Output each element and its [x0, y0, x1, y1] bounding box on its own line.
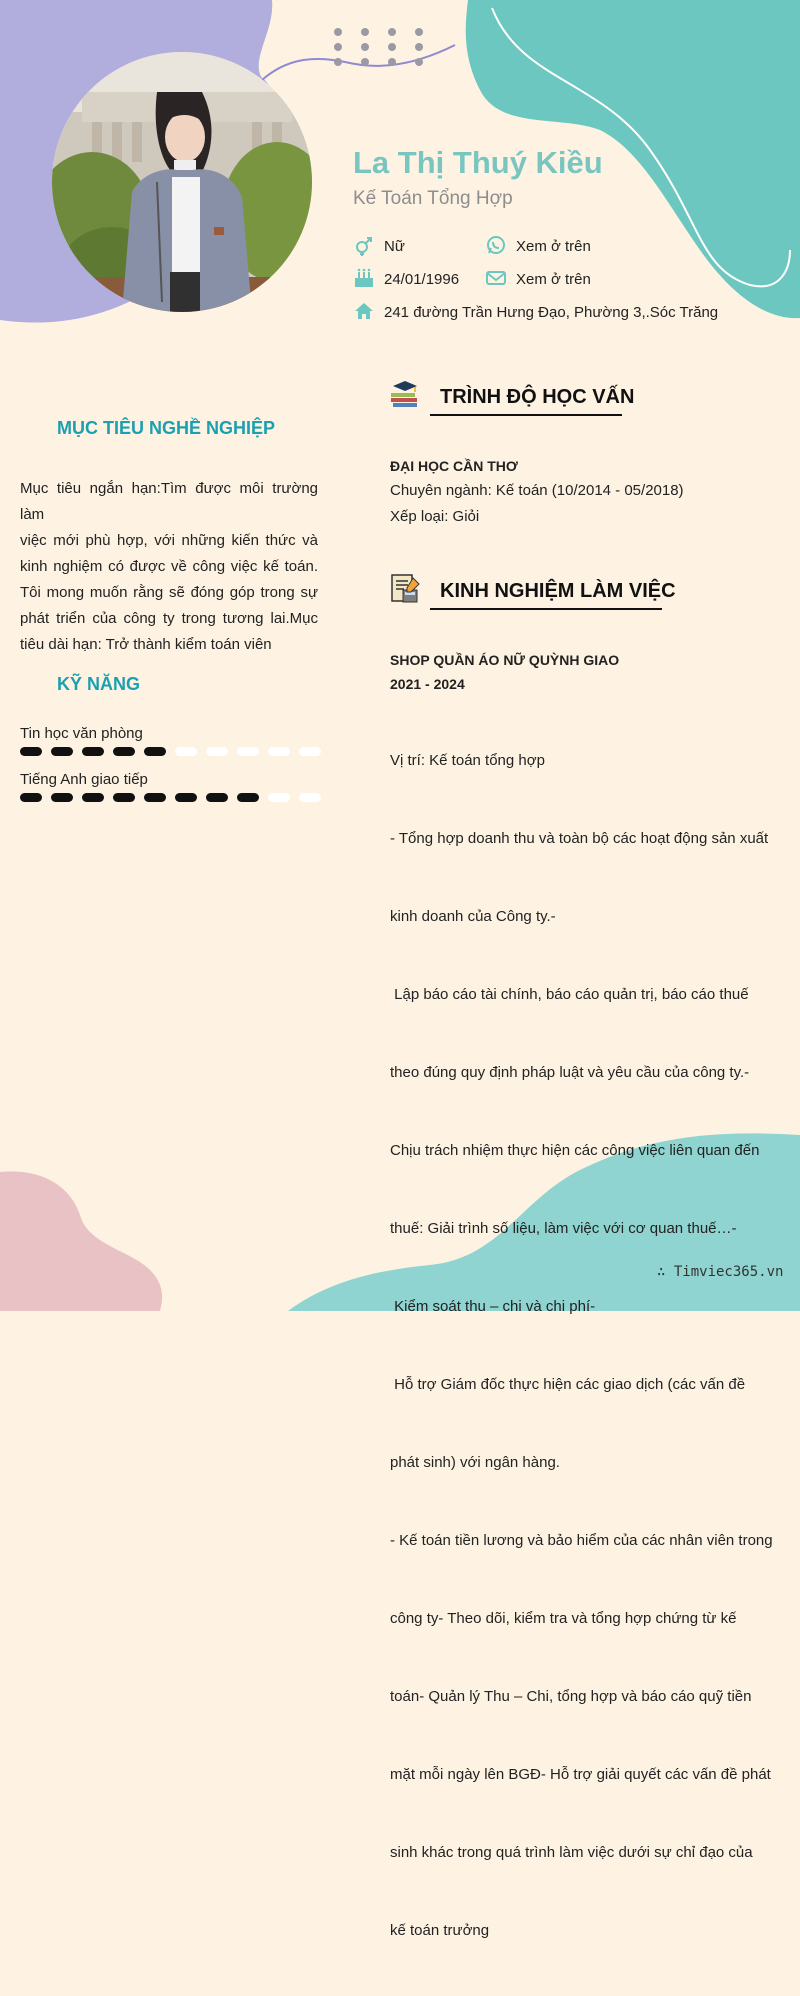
profile-photo-illustration — [52, 52, 312, 312]
address-value: 241 đường Trần Hưng Đạo, Phường 3,.Sóc Trăng — [384, 304, 719, 321]
birthday-value: 24/01/1996 — [384, 271, 460, 288]
skill-dash-filled — [20, 747, 42, 756]
experience-heading-underline — [430, 608, 662, 610]
skill-dash-filled — [82, 793, 104, 802]
school-name: ĐẠI HỌC CẦN THƠ — [390, 458, 518, 474]
phone-value: Xem ở trên — [516, 238, 591, 255]
skill-dash-empty — [237, 747, 259, 756]
whatsapp-icon — [486, 235, 506, 255]
skill-dash-filled — [113, 793, 135, 802]
skill-dash-empty — [299, 793, 321, 802]
lavender-curve-line — [262, 45, 455, 80]
objective-line: việc mới phù hợp, với những kiến thức và — [20, 532, 318, 549]
skill-dash-filled — [82, 747, 104, 756]
education-rank: Xếp loại: Giỏi — [390, 508, 480, 525]
gender-icon — [354, 236, 374, 256]
graduation-books-icon — [389, 378, 421, 410]
experience-line: Kiểm soát thu – chi và chi phí- — [390, 1298, 596, 1315]
skill-dash-empty — [268, 793, 290, 802]
skill-dash-filled — [175, 793, 197, 802]
experience-line: mặt mỗi ngày lên BGĐ- Hỗ trợ giải quyết các vấn đề phát — [390, 1766, 771, 1783]
skill-dash-empty — [299, 747, 321, 756]
candidate-name: La Thị Thuý Kiều — [353, 145, 603, 180]
skill-level-bar — [20, 747, 320, 757]
objective-text — [20, 476, 318, 658]
skill-dash-empty — [206, 747, 228, 756]
email-value: Xem ở trên — [516, 271, 591, 288]
experience-line: - Kế toán tiền lương và bảo hiểm của các nhân viên trong — [390, 1532, 773, 1549]
skill-dash-empty — [268, 747, 290, 756]
objective-heading: MỤC TIÊU NGHỀ NGHIỆP — [57, 418, 276, 438]
objective-line: phát triển của công ty trong tương lai.Mục — [20, 610, 318, 627]
experience-line: kinh doanh của Công ty.- — [390, 908, 556, 925]
skill-dash-filled — [51, 793, 73, 802]
experience-line: phát sinh) với ngân hàng. — [390, 1454, 560, 1471]
work-period: 2021 - 2024 — [390, 676, 465, 692]
education-heading-underline — [430, 414, 622, 416]
objective-line: Mục tiêu ngắn hạn:Tìm được môi trường làm — [20, 480, 318, 523]
gender-value: Nữ — [384, 238, 405, 255]
job-title: Kế Toán Tổng Hợp — [353, 188, 513, 209]
experience-line: kế toán trưởng — [390, 1922, 490, 1939]
skill-name: Tin học văn phòng — [20, 725, 143, 742]
footer-brand: ∴ Timviec365.vn — [657, 1264, 784, 1280]
home-icon — [354, 301, 374, 321]
objective-line: tiêu dài hạn: Trở thành kiểm toán viên — [20, 636, 272, 653]
skill-dash-filled — [237, 793, 259, 802]
skills-heading: KỸ NĂNG — [57, 674, 141, 694]
work-report-icon — [389, 572, 421, 604]
experience-line: công ty- Theo dõi, kiểm tra và tổng hợp chứng từ kế — [390, 1610, 737, 1627]
pink-blob — [0, 1171, 162, 1311]
experience-line: thuế: Giải trình số liệu, làm việc với cơ quan thuế…- — [390, 1220, 737, 1237]
experience-heading: KINH NGHIỆM LÀM VIỆC — [440, 580, 676, 602]
dot-grid — [334, 28, 423, 66]
skill-dash-empty — [175, 747, 197, 756]
education-heading: TRÌNH ĐỘ HỌC VẤN — [440, 386, 635, 408]
mail-icon — [486, 268, 506, 288]
experience-line: Hỗ trợ Giám đốc thực hiện các giao dịch (các vấn đề — [390, 1376, 746, 1393]
experience-line: sinh khác trong quá trình làm việc dưới sự chỉ đạo của — [390, 1844, 753, 1861]
skill-dash-filled — [20, 793, 42, 802]
skill-dash-filled — [113, 747, 135, 756]
skill-dash-filled — [144, 747, 166, 756]
experience-line: Vị trí: Kế toán tổng hợp — [390, 752, 545, 769]
objective-line: kinh nghiệm có được về công việc kế toán. — [20, 558, 318, 575]
objective-line: Tôi mong muốn rằng sẽ đóng góp trong sự — [20, 584, 318, 601]
skill-dash-filled — [144, 793, 166, 802]
profile-photo — [52, 52, 312, 312]
experience-line: toán- Quản lý Thu – Chi, tổng hợp và báo cáo quỹ tiền — [390, 1688, 752, 1705]
education-major: Chuyên ngành: Kế toán (10/2014 - 05/2018) — [390, 482, 684, 499]
skill-dash-filled — [206, 793, 228, 802]
experience-description — [390, 696, 780, 1996]
experience-line: - Tổng hợp doanh thu và toàn bộ các hoạt động sản xuất — [390, 830, 769, 847]
skill-name: Tiếng Anh giao tiếp — [20, 771, 148, 788]
skill-dash-filled — [51, 747, 73, 756]
skill-level-bar — [20, 793, 320, 803]
company-name: SHOP QUẦN ÁO NỮ QUỲNH GIAO — [390, 652, 620, 668]
cake-icon — [354, 268, 374, 288]
experience-line: theo đúng quy định pháp luật và yêu cầu của công ty.- — [390, 1064, 750, 1081]
experience-line: Lập báo cáo tài chính, báo cáo quản trị, báo cáo thuế — [390, 986, 749, 1003]
experience-line: Chịu trách nhiệm thực hiện các công việc liên quan đến — [390, 1142, 760, 1159]
